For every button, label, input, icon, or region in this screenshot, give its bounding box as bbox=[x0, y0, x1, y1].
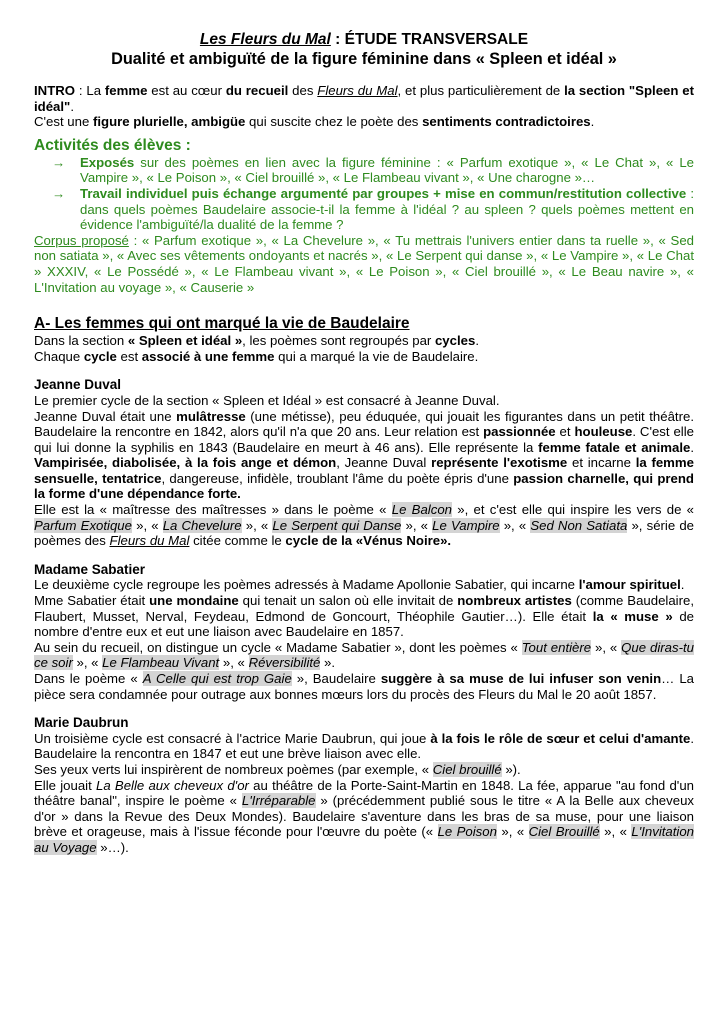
text-run: », « bbox=[72, 655, 103, 671]
text-run: Réversibilité bbox=[248, 655, 321, 671]
text-run: , Jeanne Duval bbox=[336, 455, 432, 471]
text-run: ». bbox=[320, 655, 336, 671]
text-run: Le deuxième cycle regroupe les poèmes adressés à Madame Apollonie Sabatier, qui incarne bbox=[34, 577, 579, 593]
page-subtitle: Dualité et ambiguïté de la figure féminine dans « Spleen et idéal » bbox=[111, 50, 617, 68]
text-run: A Celle qui est trop Gaie bbox=[142, 671, 292, 686]
text-run: », « bbox=[401, 517, 433, 533]
sabatier-paragraph-3 bbox=[34, 640, 694, 671]
text-run: « Spleen et idéal » bbox=[127, 333, 243, 349]
sabatier-heading: Madame Sabatier bbox=[34, 561, 146, 577]
text-run: INTRO bbox=[34, 83, 76, 98]
text-run: Tout entière bbox=[521, 639, 592, 655]
text-run: représente l'exotisme bbox=[431, 455, 568, 471]
text-run: Jeanne Duval était une bbox=[34, 408, 177, 424]
text-run: cycle bbox=[83, 348, 117, 364]
text-run: . bbox=[70, 98, 74, 114]
text-run: qui suscite chez le poète des bbox=[245, 114, 423, 130]
text-run: La Belle aux cheveux d'or bbox=[96, 777, 249, 793]
text-run: Dans la section bbox=[34, 333, 128, 349]
text-run: Que diras-tu ce soir bbox=[34, 639, 694, 671]
arrow-icon: → bbox=[52, 185, 66, 201]
text-run: la femme sensuelle, tentatrice bbox=[34, 455, 694, 486]
intro-paragraph bbox=[34, 83, 694, 114]
page-title bbox=[34, 30, 694, 49]
text-run: cycles bbox=[434, 333, 476, 349]
activities-heading: Activités des élèves : bbox=[34, 136, 191, 154]
text-run: Le Vampire bbox=[432, 517, 500, 533]
text-run: houleuse bbox=[574, 424, 633, 440]
text-run: : « Parfum exotique », « La Chevelure », « Tu mettrais l'univers entier dans ta ruelle », « Sed non satiata », « Avec ses vêtements ondoyants et nacrés », « Le Serpent qui danse », « Le Vampire », « Le Chat » XXXIV, « Le Possédé », « Le Flambeau vivant », « Le Poison », « Ciel brouillé », « Le Beau navire », « L'Invitation au voyage », « Causerie » bbox=[34, 232, 694, 295]
text-run: passionnée bbox=[483, 424, 556, 440]
text-run: C'est une bbox=[34, 114, 93, 130]
duval-paragraph-3 bbox=[34, 502, 694, 549]
text-run: (une métisse), peu éduquée, qui jouait les figurantes dans un petit théâtre. Baudelaire la rencontre en 1842, alors qu'il n'a que 20 ans. Leur relation est bbox=[34, 408, 694, 440]
text-run: Le Serpent qui Danse bbox=[272, 517, 402, 533]
text-run: : La bbox=[75, 83, 105, 98]
section-a-paragraph-2 bbox=[34, 349, 694, 365]
section-a-heading: A- Les femmes qui ont marqué la vie de Baudelaire bbox=[34, 315, 410, 333]
text-run: », « bbox=[599, 824, 632, 840]
text-run: Dans le poème « bbox=[34, 671, 143, 686]
text-run: : dans quels poèmes Baudelaire associe-t-il la femme à l'idéal ? au spleen ? quels poèmes mettent en évidence l'ambiguïté/la dualité de la femme ? bbox=[80, 185, 695, 233]
text-run: suggère à sa muse de lui infuser son venin bbox=[380, 671, 662, 686]
arrow-icon: → bbox=[52, 154, 66, 170]
text-run: », « bbox=[591, 639, 622, 655]
text-run: Sed Non Satiata bbox=[530, 517, 628, 533]
text-run: Elle est la « maîtresse des maîtresses » dans le poème « bbox=[34, 502, 392, 518]
text-run: », « bbox=[219, 655, 249, 671]
text-run: Exposés bbox=[80, 154, 135, 170]
text-run: . bbox=[475, 333, 479, 349]
duval-paragraph: Le premier cycle de la section « Spleen et Idéal » est consacré à Jeanne Duval. bbox=[34, 392, 500, 408]
activity-item bbox=[34, 186, 694, 233]
text-run: . Baudelaire la rencontra en 1847 et eut une brève liaison avec elle. bbox=[34, 730, 694, 762]
text-run: citée comme le bbox=[189, 533, 286, 549]
text-run: », « bbox=[499, 517, 531, 533]
text-run: Le Balcon bbox=[391, 502, 452, 518]
text-run: est bbox=[116, 348, 142, 364]
intro-paragraph-2 bbox=[34, 114, 694, 130]
text-run: la section "Spleen et idéal" bbox=[34, 83, 694, 114]
text-run: nombreux artistes bbox=[457, 593, 572, 609]
text-run: Travail individuel puis échange argumenté par groupes + mise en commun/restitution collective bbox=[80, 185, 687, 201]
text-run: sur des poèmes en lien avec la figure féminine : « Parfum exotique », « Le Chat », « Le Vampire », « Le Poison », « Ciel brouillé », « Le Flambeau vivant », « Une charogne »… bbox=[80, 154, 694, 186]
text-run: Fleurs du Mal bbox=[109, 533, 190, 549]
text-run: », « bbox=[241, 517, 273, 533]
text-run: Vampirisée, diabolisée, à la fois ange et démon bbox=[34, 455, 337, 471]
text-run: qui a marqué la vie de Baudelaire. bbox=[274, 348, 479, 364]
corpus-paragraph bbox=[34, 233, 694, 295]
daubrun-paragraph-2 bbox=[34, 762, 694, 778]
text-run: Parfum Exotique bbox=[34, 517, 132, 533]
text-run: Mme Sabatier était bbox=[34, 593, 150, 609]
text-run: une mondaine bbox=[149, 593, 239, 609]
text-run: (comme Baudelaire, Flaubert, Musset, Nerval, Feydeau, Edmond de Goncourt, Théophile Gautier…). Elle était bbox=[34, 593, 694, 624]
activities-block bbox=[34, 136, 694, 295]
sabatier-paragraph-4 bbox=[34, 671, 694, 702]
text-run: Ciel brouillé bbox=[432, 761, 502, 777]
document-page bbox=[34, 30, 694, 856]
text-run: Le Poison bbox=[437, 824, 497, 840]
text-run: Chaque bbox=[34, 348, 84, 364]
section-a-paragraph bbox=[34, 333, 694, 349]
text-run: . bbox=[680, 577, 685, 593]
text-run: Fleurs du Mal bbox=[317, 83, 398, 98]
text-run: L'Irréparable bbox=[241, 793, 316, 809]
text-run: Les Fleurs du Mal bbox=[199, 31, 331, 48]
text-run: Un troisième cycle est consacré à l'actrice Marie Daubrun, qui joue bbox=[34, 730, 431, 746]
text-run: »). bbox=[501, 761, 521, 777]
text-run: la « muse » bbox=[592, 608, 673, 624]
text-run: Corpus proposé bbox=[34, 232, 129, 248]
activity-item bbox=[34, 155, 694, 186]
text-run: cycle de la «Vénus Noire». bbox=[285, 533, 452, 549]
text-run: , dangereuse, infidèle, troublant l'âme du poète épris d'une bbox=[161, 470, 514, 486]
text-run: L'Invitation au Voyage bbox=[34, 824, 695, 855]
intro-block bbox=[34, 83, 694, 130]
text-run: , et plus particulièrement de bbox=[397, 83, 565, 98]
text-run: femme fatale et animale bbox=[538, 439, 691, 455]
daubrun-heading: Marie Daubrun bbox=[34, 715, 129, 731]
text-run: l'amour spirituel bbox=[578, 577, 681, 593]
text-run: . C'est elle qui lui donne la syphilis en 1843 (Baudelaire en meurt à 46 ans). Elle représente la bbox=[34, 424, 695, 455]
text-run: : ÉTUDE TRANSVERSALE bbox=[330, 31, 529, 48]
text-run: est au cœur bbox=[147, 83, 226, 98]
duval-paragraph-2 bbox=[34, 409, 694, 503]
text-run: Elle jouait bbox=[34, 777, 96, 793]
text-run: associé à une femme bbox=[141, 348, 275, 364]
text-run: et bbox=[555, 424, 575, 440]
text-run: … La pièce sera condamnée pour outrage aux bonnes mœurs lors du procès des Fleurs du Mal le 20 août 1857. bbox=[34, 671, 694, 702]
sabatier-paragraph-2 bbox=[34, 593, 694, 640]
duval-heading: Jeanne Duval bbox=[34, 377, 122, 393]
text-run: figure plurielle, ambigüe bbox=[92, 114, 246, 130]
text-run: de nombre d'entre eux et eut une liaison avec Baudelaire en 1857. bbox=[34, 608, 695, 640]
text-run: du recueil bbox=[225, 83, 289, 98]
sabatier-paragraph bbox=[34, 577, 694, 593]
text-run: » (précédemment publié sous le titre « A la Belle aux cheveux d'or » dans la Revue des Deux Mondes). Baudelaire s'aventure dans les bras de sa muse, pour une liaison brève et orageuse, mais à l'issue féconde pour l'œuvre du poète (« bbox=[34, 793, 694, 840]
text-run: . bbox=[590, 114, 595, 130]
text-run: », Baudelaire bbox=[291, 671, 381, 686]
daubrun-paragraph bbox=[34, 731, 694, 762]
text-run: des bbox=[288, 83, 318, 98]
text-run: Ciel Brouillé bbox=[528, 824, 600, 840]
text-run: qui tenait un salon où elle invitait de bbox=[238, 593, 458, 609]
text-run: », et c'est elle qui inspire les vers de « bbox=[452, 502, 694, 518]
text-run: »…). bbox=[96, 839, 129, 855]
text-run: femme bbox=[104, 83, 148, 98]
text-run: Ses yeux verts lui inspirèrent de nombreux poèmes (par exemple, « bbox=[34, 761, 433, 777]
text-run: . bbox=[690, 439, 694, 455]
text-run: à la fois le rôle de sœur et celui d'amante bbox=[430, 730, 691, 746]
text-run: et incarne bbox=[567, 455, 636, 471]
text-run: Au sein du recueil, on distingue un cycle « Madame Sabatier », dont les poèmes « bbox=[34, 639, 522, 655]
daubrun-paragraph-3 bbox=[34, 778, 694, 856]
text-run: passion charnelle, qui prend la forme d'une dépendance forte. bbox=[34, 470, 694, 502]
text-run: , les poèmes sont regroupés par bbox=[242, 333, 435, 349]
text-run: », « bbox=[131, 517, 163, 533]
text-run: La Chevelure bbox=[162, 517, 242, 533]
text-run: sentiments contradictoires bbox=[422, 114, 591, 130]
text-run: Le Flambeau Vivant bbox=[102, 655, 220, 671]
text-run: au théâtre de la Porte-Saint-Martin en 1848. La fée, apparue "au fond d'un théâtre banal", inspire le poème « bbox=[34, 777, 694, 809]
text-run: », série de poèmes des bbox=[34, 517, 694, 549]
text-run: », « bbox=[496, 824, 529, 840]
text-run: mulâtresse bbox=[176, 408, 246, 424]
